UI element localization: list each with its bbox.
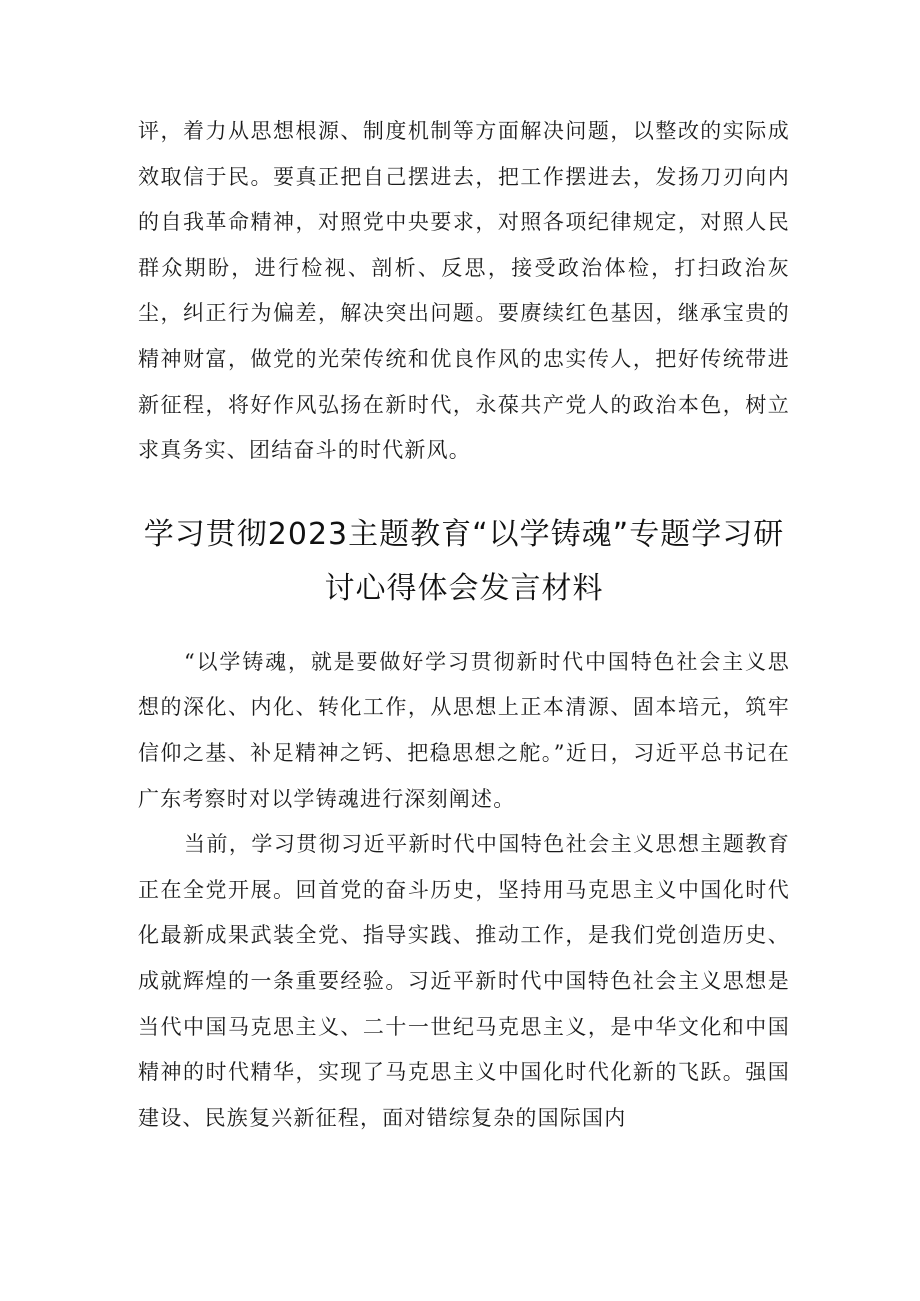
body-paragraph-2: 当前，学习贯彻习近平新时代中国特色社会主义思想主题教育正在全党开展。回首党的奋斗历史，坚持用马克思主义中国化时代化最新成果武装全党、指导实践、推动工作，是我们党创造历史、成就辉煌的一条重要经验。习近平新时代中国特色社会主义思想是当代中国马克思主义、二十一世纪马克思主义，是中华文化和中国精神的时代精华，实现了马克思主义中国化时代化新的飞跃。强国建设、民族复兴新征程，面对错综复杂的国际国内	[138, 832, 790, 1130]
body-paragraph-1: “以学铸魂，就是要做好学习贯彻新时代中国特色社会主义思想的深化、内化、转化工作，从思想上正本清源、固本培元，筑牢信仰之基、补足精神之钙、把稳思想之舵。”近日，习近平总书记在广东考察时对以学铸魂进行深刻阐述。	[138, 649, 790, 811]
document-body	[138, 109, 790, 1141]
section-title: 学习贯彻2023主题教育“以学铸魂”专题学习研讨心得体会发言材料	[143, 516, 785, 606]
continuation-paragraph: 评，着力从思想根源、制度机制等方面解决问题，以整改的实际成效取信于民。要真正把自己摆进去，把工作摆进去，发扬刀刃向内的自我革命精神，对照党中央要求，对照各项纪律规定，对照人民群众期盼，进行检视、剖析、反思，接受政治体检，打扫政治灰尘，纠正行为偏差，解决突出问题。要赓续红色基因，继承宝贵的精神财富，做党的光荣传统和优良作风的忠实传人，把好传统带进新征程，将好作风弘扬在新时代，永葆共产党人的政治本色，树立求真务实、团结奋斗的时代新风。	[138, 119, 790, 463]
